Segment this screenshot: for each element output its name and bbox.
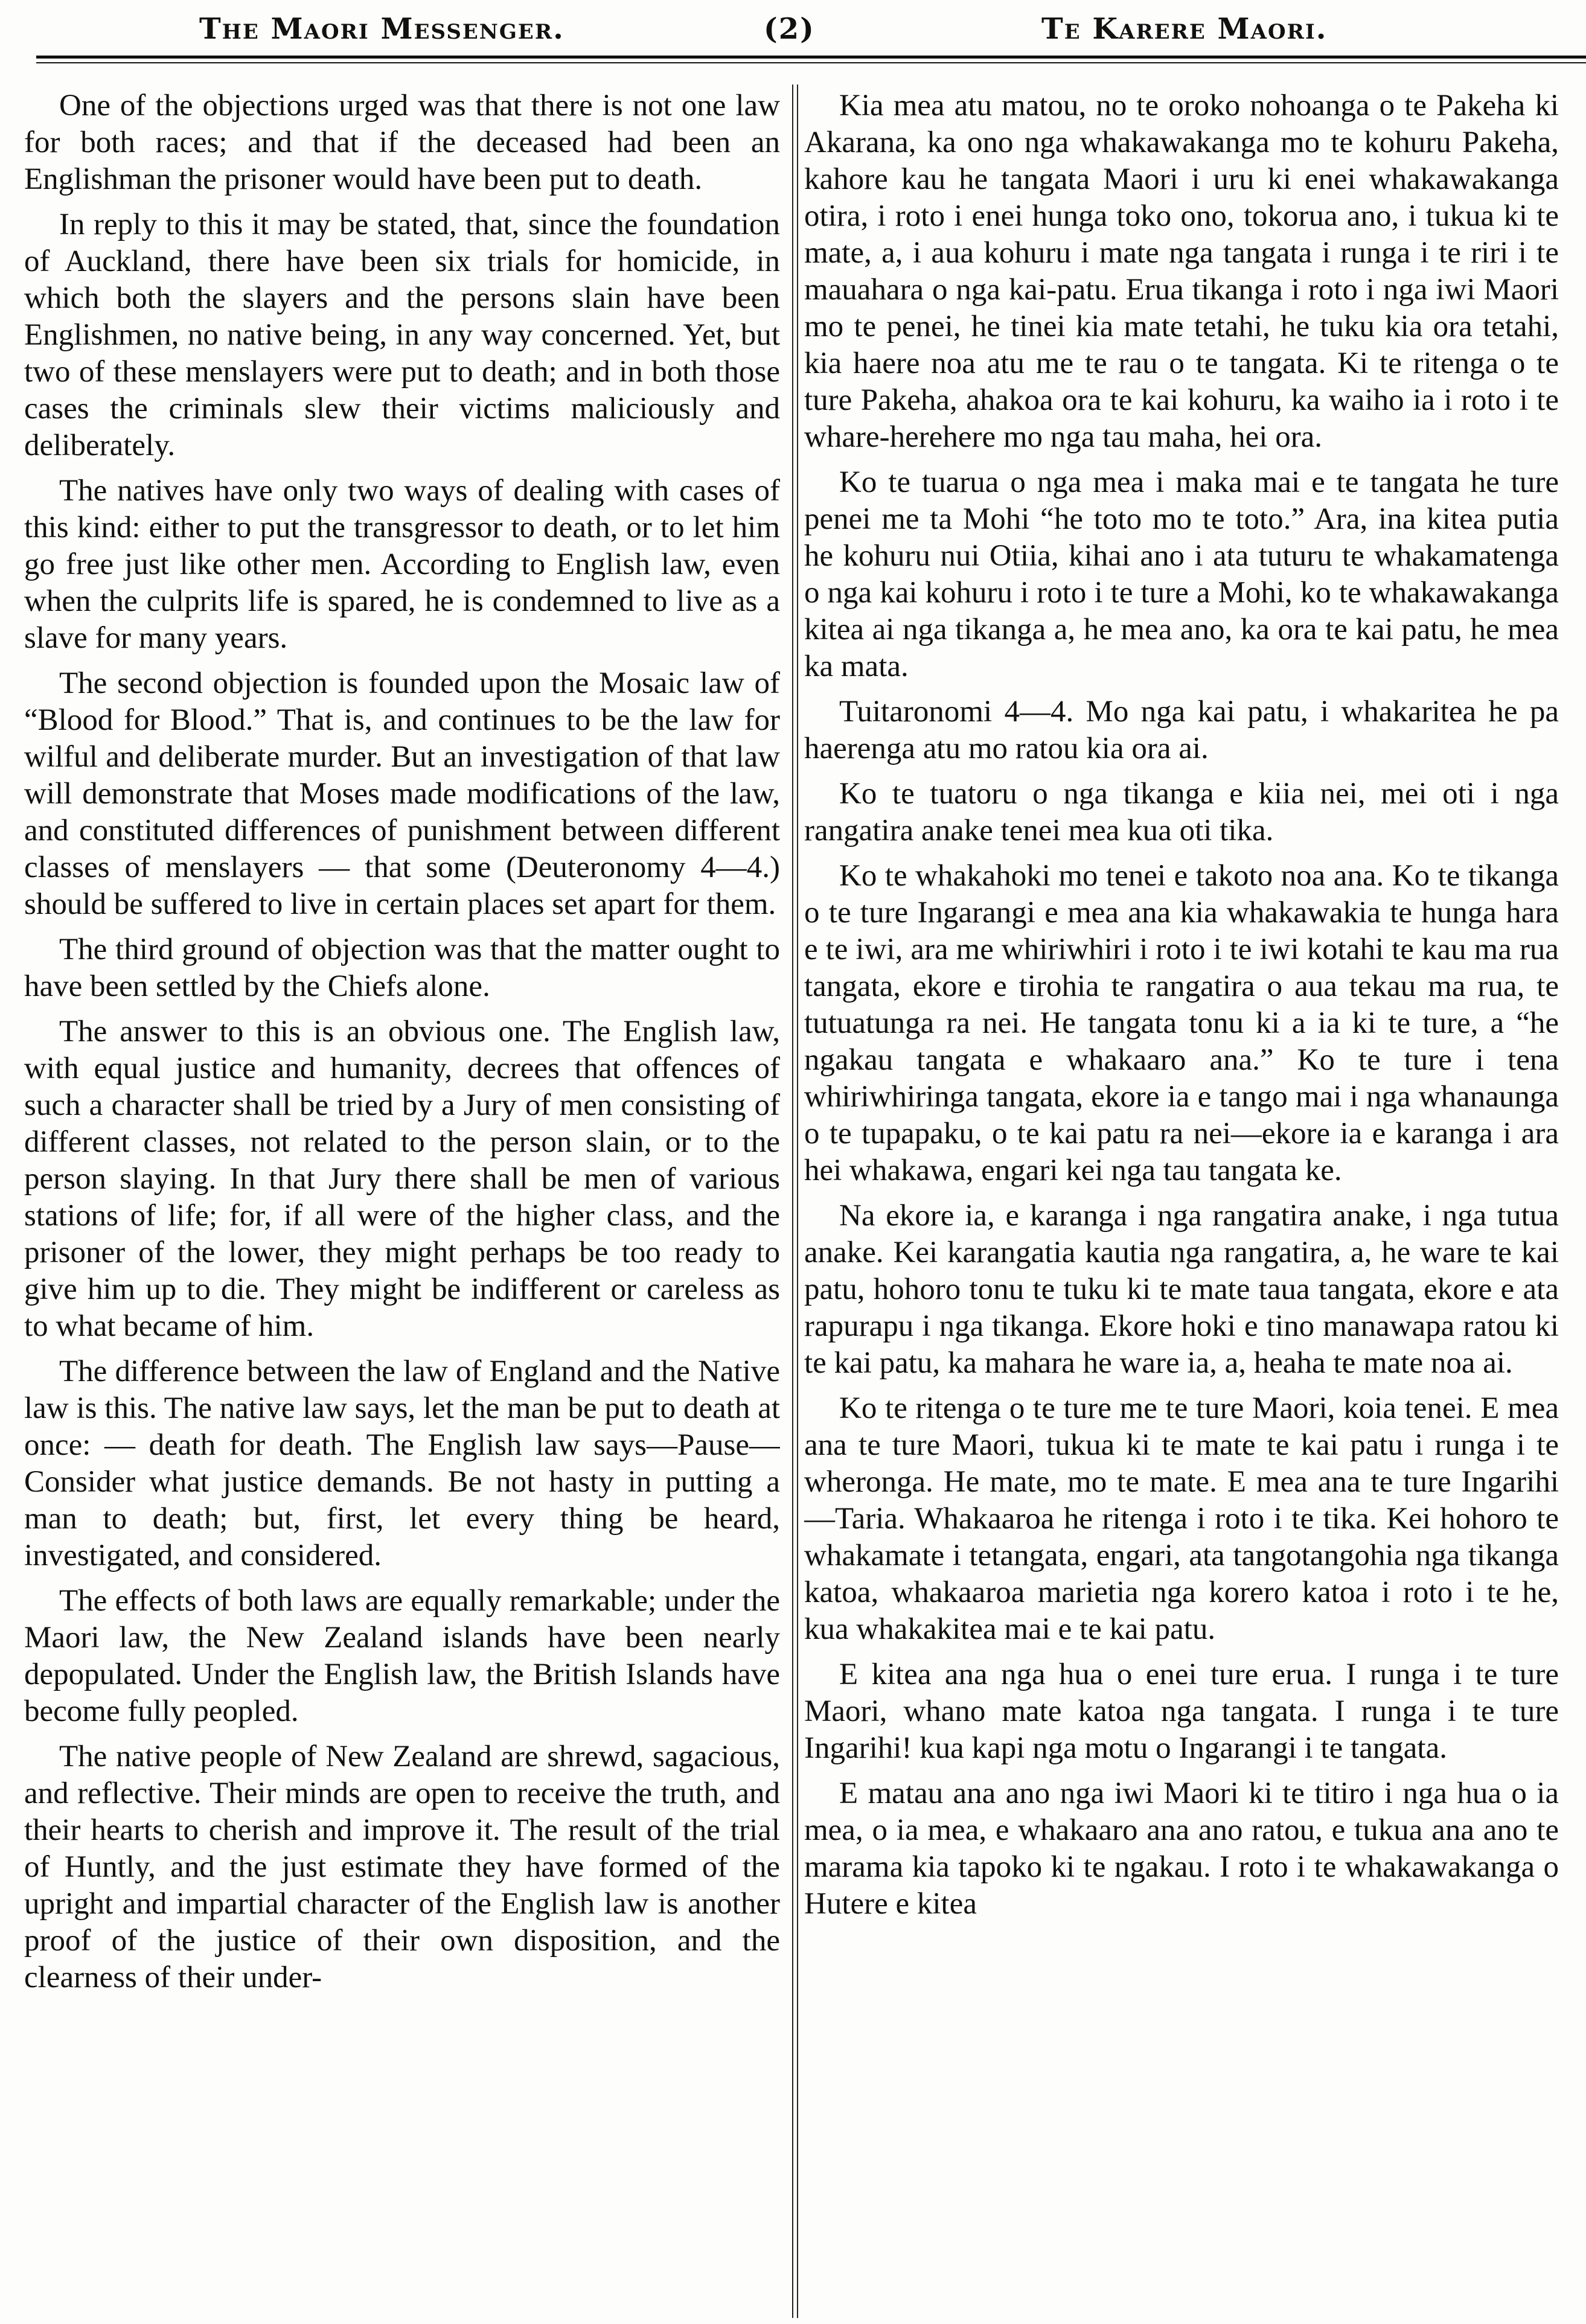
paragraph: The native people of New Zealand are shrewd, sagacious, and reflective. Their minds are open to receive the truth, and their hearts to cherish and improve it. The result of the trial of Huntly, and the just estimate they have formed of the upright and impartial character of the English law is another proof of the justice of their own disposition, and the clearness of their under- <box>24 1740 780 1994</box>
english-column <box>24 88 780 2315</box>
header-rule-thick <box>36 56 1586 59</box>
header-rule-thin <box>36 62 1586 63</box>
paragraph: E kitea ana nga hua o enei ture erua. I runga i te ture Maori, whano mate katoa nga tangata. I runga i te ture Ingarihi! kua kapi nga motu o Ingarangi i te tangata. <box>804 1658 1559 1765</box>
paragraph: The difference between the law of England and the Native law is this. The native law says, let the man be put to death at once: — death for death. The English law says—Pause—Consider what justice demands. Be not hasty in putting a man to death; but, first, let every thing be heard, investigated, and considered. <box>24 1355 780 1572</box>
paragraph: In reply to this it may be stated, that, since the foundation of Auckland, there have been six trials for homicide, in which both the slayers and the persons slain have been Englishmen, no native being, in any way concerned. Yet, but two of these menslayers were put to death; and in both those cases the criminals slew their victims maliciously and deliberately. <box>24 208 780 462</box>
paragraph: Tuitaronomi 4—4. Mo nga kai patu, i whakaritea he pa haerenga atu mo ratou kia ora ai. <box>804 695 1559 765</box>
maori-column <box>804 88 1559 2315</box>
masthead-maori: Te Karere Maori. <box>1041 12 1328 46</box>
column-rule <box>792 85 793 2318</box>
paragraph: Ko te tuatoru o nga tikanga e kiia nei, mei oti i nga rangatira anake tenei mea kua oti tika. <box>804 777 1559 848</box>
paragraph: The third ground of objection was that the matter ought to have been settled by the Chiefs alone. <box>24 933 780 1003</box>
paragraph: E matau ana ano nga iwi Maori ki te titiro i nga hua o ia mea, o ia mea, e whakaaro ana ano ratou, e tukua ana ano te marama kia tapoko ki te ngakau. I roto i te whakawakanga o Hutere e kitea <box>804 1777 1559 1921</box>
paragraph: Ko te whakahoki mo tenei e takoto noa ana. Ko te tikanga o te ture Ingarangi e mea ana kia whakawakia te hunga hara e te iwi, ara me whiriwhiri i roto i te iwi kotahi te kau ma rua tangata, ekore e tirohia te rangatira o aua tekau ma rua, te tutuatunga ra nei. He tangata tonu ki a ia ki te ture, a “he ngakau tangata e whakaaro ana.” Ko te ture i tena whiriwhiringa tangata, ekore ia e tango mai i nga whanaunga o te tupapaku, o te kai patu ra nei—ekore ia e karanga i ara hei whakawa, engari kei nga tau tangata ke. <box>804 859 1559 1187</box>
page-number: (2) <box>764 12 815 46</box>
paragraph: The second objection is founded upon the Mosaic law of “Blood for Blood.” That is, and continues to be the law for wilful and deliberate murder. But an investigation of that law will demonstrate that Moses made modifications of the law, and constituted differences of punishment between different classes of menslayers — that some (Deuteronomy 4—4.) should be suffered to live in certain places set apart for them. <box>24 666 780 921</box>
paragraph: Ko te tuarua o nga mea i maka mai e te tangata he ture penei me ta Mohi “he toto mo te toto.” Ara, ina kitea putia he kohuru nui Otiia, kihai ano i ata tuturu te whakamatenga o nga kai kohuru i roto i te ture a Mohi, ko te whakawakanga kitea ai nga tikanga a, he mea ano, ka ora te kai patu, he mea ka mata. <box>804 465 1559 683</box>
paragraph: Kia mea atu matou, no te oroko nohoanga o te Pakeha ki Akarana, ka ono nga whakawakanga mo te kohuru Pakeha, kahore kau he tangata Maori i uru ki enei whakawakanga otira, i roto i enei hunga toko ono, tokorua ano, i tukua ki te mate, a, i aua kohuru i mate nga tangata i runga i te riri i te mauahara o nga kai-patu. Erua tikanga i roto i nga iwi Maori mo te penei, he tinei kia mate tetahi, he tuku kia ora tetahi, kia haere noa atu me te rau o te tangata. Ki te ritenga o te ture Pakeha, ahakoa ora te kai kohuru, ka waiho ia i roto i te whare-herehere mo nga tau maha, hei ora. <box>804 89 1559 454</box>
paragraph: The effects of both laws are equally remarkable; under the Maori law, the New Zealand islands have been nearly depopulated. Under the English law, the British Islands have become fully peopled. <box>24 1584 780 1728</box>
running-head <box>0 7 1586 56</box>
column-rule <box>797 85 798 2318</box>
paragraph: One of the objections urged was that there is not one law for both races; and that if the deceased had been an Englishman the prisoner would have been put to death. <box>24 89 780 196</box>
paragraph: The answer to this is an obvious one. The English law, with equal justice and humanity, decrees that offences of such a character shall be tried by a Jury of men consisting of different classes, not related to the person slain, or to the person slaying. In that Jury there shall be men of various stations of life; for, if all were of the higher class, and the prisoner of the lower, they might perhaps be too ready to give him up to die. They might be indifferent or careless as to what became of him. <box>24 1015 780 1343</box>
paragraph: The natives have only two ways of dealing with cases of this kind: either to put the transgressor to death, or to let him go free just like other men. According to English law, even when the culprits life is spared, he is condemned to live as a slave for many years. <box>24 474 780 655</box>
masthead-english: The Maori Messenger. <box>199 12 564 46</box>
paragraph: Na ekore ia, e karanga i nga rangatira anake, i nga tutua anake. Kei karangatia kautia nga rangatira, a, he ware te kai patu, hohoro tonu te tuku ki te mate taua tangata, ekore e ata rapurapu i nga tikanga. Ekore hoki e tino manawapa ratou ki te kai patu, ka mahara he ware ia, a, heaha te mate noa ai. <box>804 1199 1559 1380</box>
paragraph: Ko te ritenga o te ture me te ture Maori, koia tenei. E mea ana te ture Maori, tukua ki te mate te kai patu i runga i te wheronga. He mate, mo te mate. E mea ana te ture Ingarihi —Taria. Whakaaroa he ritenga i roto i te tika. Kei hohoro te whakamate i tetangata, engari, ata tangotangohia nga tikanga katoa, whakaaroa marietia nga korero katoa i roto i te he, kua whakakitea mai e te kai patu. <box>804 1391 1559 1646</box>
